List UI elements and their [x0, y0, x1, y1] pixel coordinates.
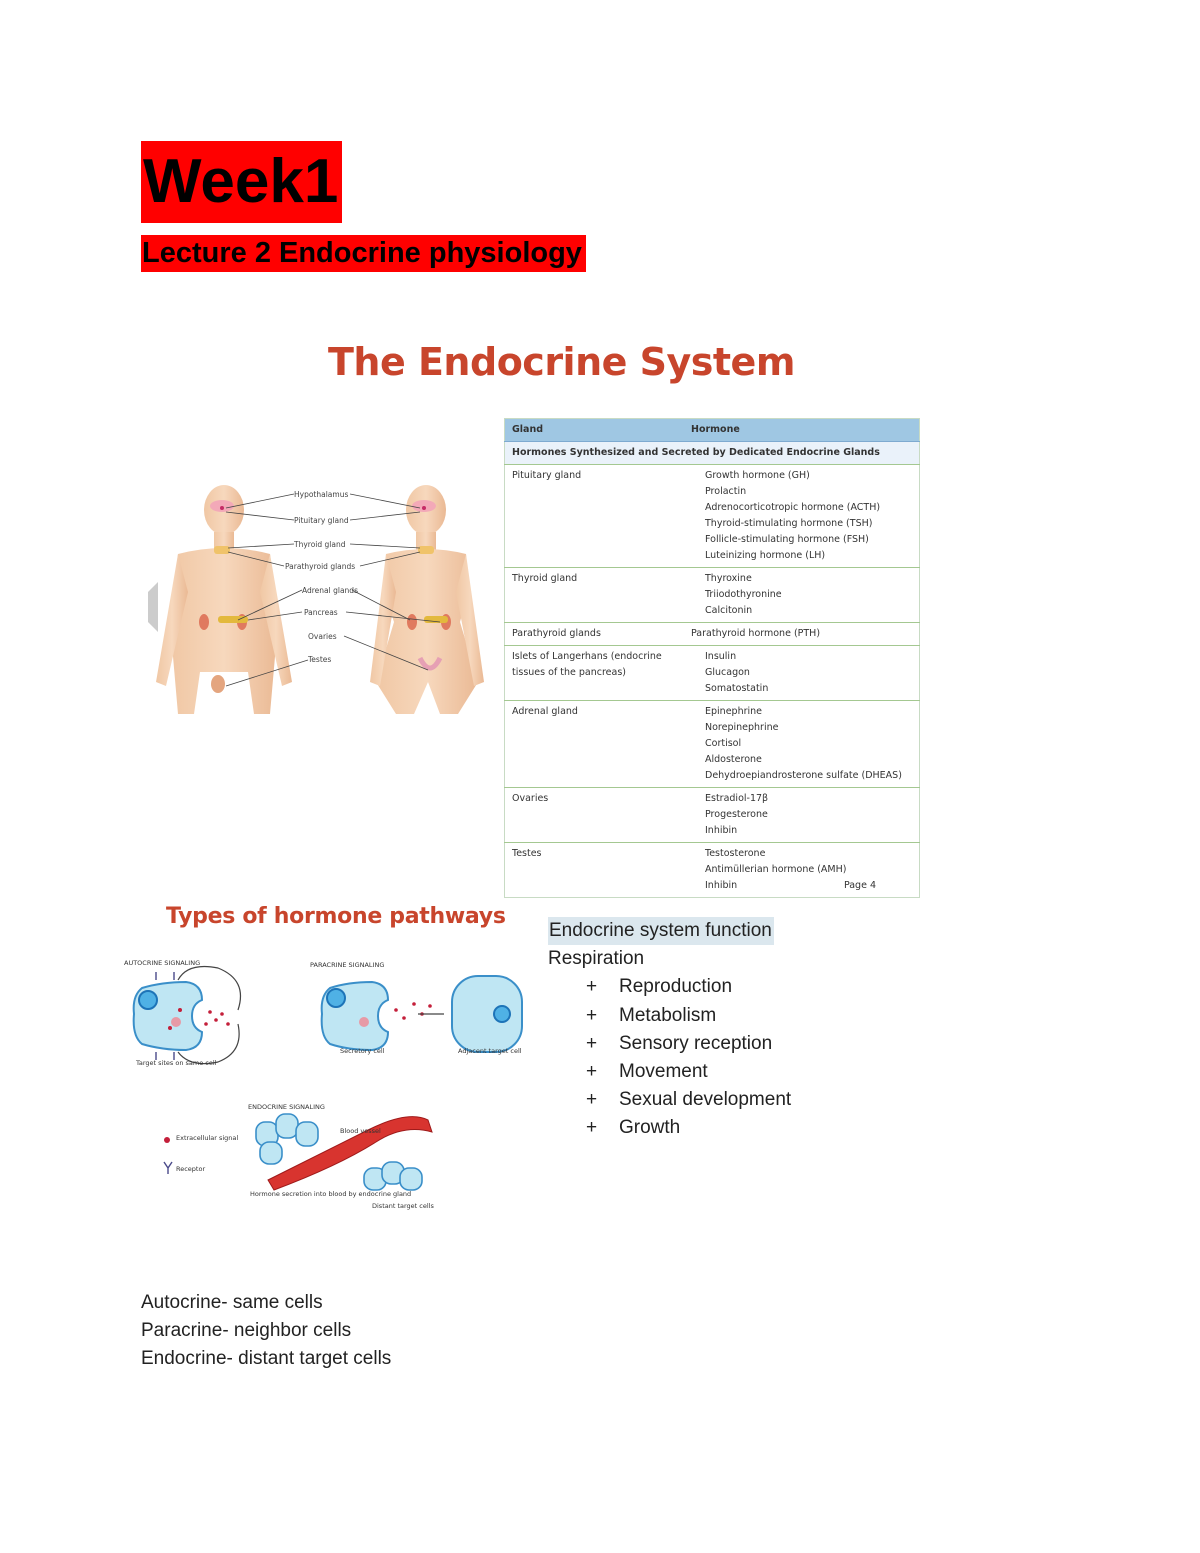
- page-number: Page 4: [843, 880, 876, 891]
- female-figure: [370, 485, 484, 714]
- hormone-cell: [684, 646, 920, 701]
- list-item: [548, 1058, 791, 1086]
- hormone-item: Growth hormone (GH): [705, 470, 810, 481]
- table-section-row: [505, 442, 920, 465]
- list-item-text: Reproduction: [619, 976, 733, 998]
- plus-bullet: +: [586, 1089, 598, 1111]
- hormone-item: Dehydroepiandrosterone sulfate (DHEAS): [705, 770, 902, 781]
- hormone-item: [691, 878, 912, 894]
- hormone-item: Triiodothyronine: [705, 589, 782, 600]
- function-first: Respiration: [548, 948, 645, 970]
- table-row: [505, 788, 920, 843]
- header-gland: Gland: [505, 419, 685, 442]
- note-line: Endocrine- distant target cells: [141, 1348, 392, 1370]
- list-item: [548, 1030, 791, 1058]
- hormone-item: Luteinizing hormone (LH): [705, 550, 826, 561]
- endocrine-figure-title: The Endocrine System: [328, 340, 795, 384]
- label-thyroid: Thyroid gland: [294, 540, 346, 549]
- secretory-caption: Secretory cell: [340, 1047, 385, 1055]
- hormone-item: Glucagon: [705, 667, 750, 678]
- section-label: Hormones Synthesized and Secreted by Dedicated Endocrine Glands: [505, 442, 920, 465]
- hormone-cell: [684, 465, 920, 568]
- gland-cell: Adrenal gland: [505, 701, 685, 788]
- secretion-caption: Hormone secretion into blood by endocrine gland: [250, 1190, 412, 1198]
- label-hypothalamus: Hypothalamus: [294, 490, 349, 499]
- list-item: [548, 973, 791, 1001]
- hormone-item: Calcitonin: [705, 605, 753, 616]
- table-row: [505, 701, 920, 788]
- hormone-item: Testosterone: [705, 848, 766, 859]
- list-item-text: Growth: [619, 1117, 681, 1139]
- label-parathyroid: Parathyroid glands: [285, 562, 356, 571]
- hormone-item-text: Inhibin: [705, 880, 738, 891]
- adjacent-caption: Adjacent target cell: [458, 1047, 522, 1055]
- list-item: [548, 1086, 791, 1114]
- plus-bullet: +: [586, 1004, 598, 1026]
- paracrine-label: PARACRINE SIGNALING: [310, 961, 385, 969]
- lecture-subtitle: Lecture 2 Endocrine physiology: [141, 235, 586, 272]
- hormone-item: Parathyroid hormone (PTH): [691, 628, 821, 639]
- endocrine-label: ENDOCRINE SIGNALING: [248, 1103, 325, 1111]
- hormone-table: [504, 418, 920, 898]
- hormone-item: Aldosterone: [705, 754, 762, 765]
- page-title: Week1: [141, 141, 342, 223]
- list-item-text: Sensory reception: [619, 1032, 773, 1054]
- hormone-item: Somatostatin: [705, 683, 769, 694]
- table-row: [505, 623, 920, 646]
- hormone-item: Follicle-stimulating hormone (FSH): [705, 534, 869, 545]
- pathways-figure-title: Types of hormone pathways: [166, 904, 506, 929]
- hormone-item: Estradiol-17β: [705, 793, 769, 804]
- label-pituitary: Pituitary gland: [294, 516, 349, 525]
- gland-cell: Islets of Langerhans (endocrine tissues of the pancreas): [505, 646, 685, 701]
- hormone-item: Progesterone: [705, 809, 768, 820]
- hormone-pathways-diagram: [118, 952, 538, 1214]
- gland-cell: Ovaries: [505, 788, 685, 843]
- legend-receptor: Receptor: [176, 1165, 206, 1173]
- table-row: [505, 465, 920, 568]
- gland-cell: Thyroid gland: [505, 568, 685, 623]
- hormone-item: Antimüllerian hormone (AMH): [705, 864, 847, 875]
- hormone-item: Thyroid-stimulating hormone (TSH): [705, 518, 873, 529]
- hormone-cell: [684, 788, 920, 843]
- hormone-cell: [684, 568, 920, 623]
- label-testes: Testes: [308, 655, 332, 664]
- hormone-item: Prolactin: [705, 486, 747, 497]
- list-item-text: Sexual development: [619, 1089, 792, 1111]
- label-ovaries: Ovaries: [308, 632, 337, 641]
- label-pancreas: Pancreas: [304, 608, 338, 617]
- label-adrenal: Adrenal glands: [302, 586, 358, 595]
- list-item: [548, 1114, 791, 1142]
- table-row: [505, 646, 920, 701]
- function-heading: [548, 917, 791, 945]
- function-heading-text: Endocrine system function: [548, 917, 774, 945]
- hormone-item: Epinephrine: [705, 706, 762, 717]
- list-item-text: Metabolism: [619, 1004, 717, 1026]
- autocrine-label: AUTOCRINE SIGNALING: [124, 959, 201, 967]
- header-hormone: Hormone: [684, 419, 920, 442]
- note-line: Autocrine- same cells: [141, 1292, 323, 1313]
- hormone-item: Cortisol: [705, 738, 742, 749]
- gland-cell: Parathyroid glands: [505, 623, 685, 646]
- table-row: [505, 843, 920, 898]
- hormone-cell: [684, 843, 920, 898]
- male-figure: [156, 485, 292, 714]
- plus-bullet: +: [586, 1032, 598, 1054]
- table-header-row: [505, 419, 920, 442]
- blood-vessel-label: Blood vessel: [340, 1127, 381, 1135]
- list-item-text: Movement: [619, 1061, 708, 1083]
- signaling-notes: [141, 1289, 391, 1374]
- note-line: Paracrine- neighbor cells: [141, 1320, 352, 1342]
- list-item: [548, 1002, 791, 1030]
- hormone-item: Thyroxine: [705, 573, 752, 584]
- gland-cell: Pituitary gland: [505, 465, 685, 568]
- hormone-item: Inhibin: [705, 825, 738, 836]
- hormone-cell: [684, 623, 920, 646]
- hormone-item: Norepinephrine: [705, 722, 779, 733]
- hormone-item: Adrenocorticotropic hormone (ACTH): [705, 502, 881, 513]
- plus-bullet: +: [586, 976, 598, 998]
- hormone-cell: [684, 701, 920, 788]
- distant-caption: Distant target cells: [372, 1202, 434, 1210]
- hormone-item: Insulin: [705, 651, 737, 662]
- table-row: [505, 568, 920, 623]
- endocrine-body-diagram: [148, 482, 498, 722]
- plus-bullet: +: [586, 1117, 598, 1139]
- gland-cell: Testes: [512, 848, 542, 859]
- legend-signal: Extracellular signal: [176, 1134, 239, 1142]
- autocrine-caption: Target sites on same cell: [136, 1059, 217, 1067]
- function-list: [548, 917, 791, 1143]
- plus-bullet: +: [586, 1061, 598, 1083]
